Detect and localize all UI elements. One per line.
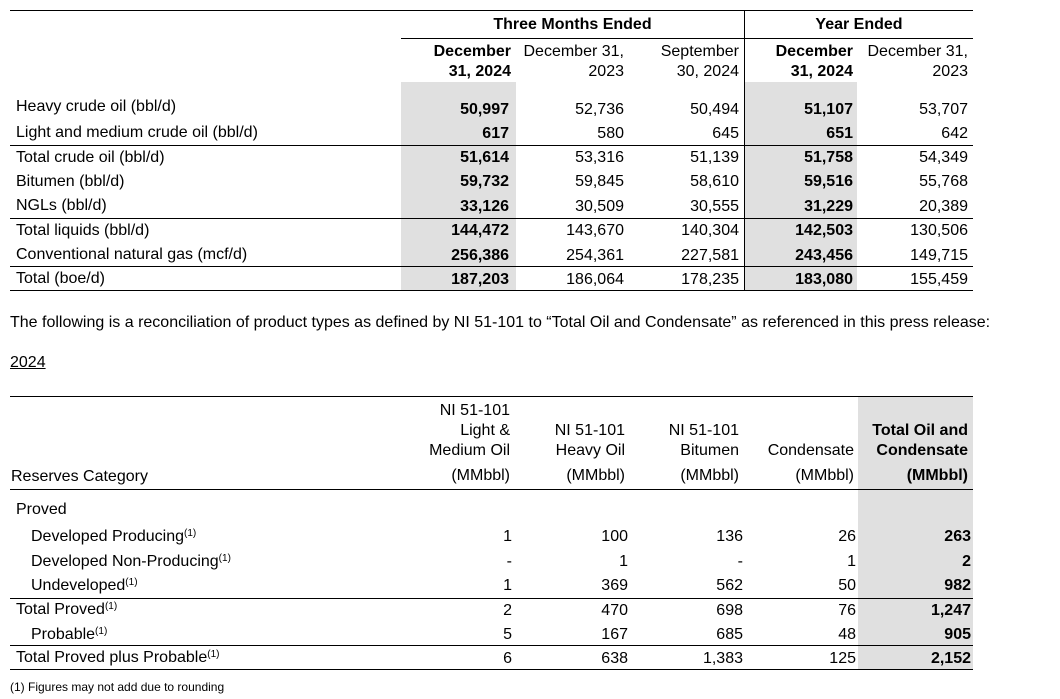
cell-value: 143,670 xyxy=(566,222,624,239)
cell-value: 51,107 xyxy=(804,101,853,118)
row-label-text: Total Proved xyxy=(16,601,105,618)
cell-value: 651 xyxy=(826,125,853,142)
table2-top-rule xyxy=(10,396,973,397)
cell-value: 1 xyxy=(619,553,628,570)
unit-label: (MMbbl) xyxy=(566,467,625,484)
cell-value: 100 xyxy=(601,528,628,545)
row-label xyxy=(31,553,231,571)
cell-value: 580 xyxy=(597,125,624,142)
column-header-line: Bitumen xyxy=(680,442,739,459)
footnote-marker: (1) xyxy=(125,577,138,588)
row-label-text: Total Proved plus Probable xyxy=(16,649,208,666)
table1-top-rule xyxy=(10,10,973,11)
column-header-line: NI 51-101 xyxy=(668,422,739,439)
cell-value: 617 xyxy=(482,125,509,142)
row-rule xyxy=(10,145,973,146)
column-header xyxy=(400,401,510,461)
year-heading: 2024 xyxy=(10,354,46,371)
cell-value: 167 xyxy=(601,626,628,643)
unit-label: (MMbbl) xyxy=(680,467,739,484)
cell-value: 1,247 xyxy=(930,602,971,619)
cell-value: 149,715 xyxy=(910,247,968,264)
header-rule xyxy=(10,489,973,490)
cell-value: 142,503 xyxy=(795,222,853,239)
row-label xyxy=(31,626,107,644)
cell-value: 51,614 xyxy=(460,149,509,166)
cell-value: 2 xyxy=(503,602,512,619)
row-label-text: Developed Non-Producing xyxy=(31,553,219,570)
row-rule xyxy=(10,218,973,219)
column-header xyxy=(635,421,739,461)
cell-value: - xyxy=(506,553,512,570)
cell-value: 905 xyxy=(944,626,971,643)
column-header-line: 30, 2024 xyxy=(676,63,739,80)
column-header-line: Total Oil and xyxy=(872,422,968,439)
cell-value: 31,229 xyxy=(804,198,853,215)
section-label-proved: Proved xyxy=(16,501,67,518)
column-header-line: Condensate xyxy=(767,442,854,459)
cell-value: 59,516 xyxy=(804,173,853,190)
column-header xyxy=(745,42,853,82)
cell-value: 685 xyxy=(716,626,743,643)
unit-label: (MMbbl) xyxy=(906,467,968,484)
column-header-line: December xyxy=(433,43,511,60)
reconciliation-paragraph: The following is a reconciliation of product types as defined by NI 51-101 to “Total Oil and Condensate” as referenced in this press release: xyxy=(10,314,991,331)
cell-value: 183,080 xyxy=(795,271,853,288)
group-header-three-months: Three Months Ended xyxy=(493,16,652,33)
footnote: (1) Figures may not add due to rounding xyxy=(10,680,225,694)
cell-value: 58,610 xyxy=(690,173,739,190)
cell-value: 5 xyxy=(503,626,512,643)
column-header-line: Medium Oil xyxy=(429,442,510,459)
row-label: Total (boe/d) xyxy=(16,270,105,287)
row-label-text: Undeveloped xyxy=(31,577,126,594)
cell-value: 48 xyxy=(838,626,856,643)
cell-value: 369 xyxy=(601,577,628,594)
three-months-rule xyxy=(401,38,744,39)
cell-value: 178,235 xyxy=(681,271,739,288)
column-header-line: 31, 2024 xyxy=(790,63,853,80)
cell-value: 50 xyxy=(838,577,856,594)
cell-value: 125 xyxy=(829,650,856,667)
row-label xyxy=(16,601,117,619)
cell-value: 2 xyxy=(962,553,971,570)
cell-value: 187,203 xyxy=(451,271,509,288)
cell-value: 698 xyxy=(716,602,743,619)
column-header-line: 31, 2024 xyxy=(448,63,511,80)
column-header-line: September xyxy=(660,43,739,60)
cell-value: 55,768 xyxy=(919,173,968,190)
footnote-marker: (1) xyxy=(207,649,220,660)
cell-value: 638 xyxy=(601,650,628,667)
cell-value: 51,758 xyxy=(804,149,853,166)
row-label: Light and medium crude oil (bbl/d) xyxy=(16,124,258,141)
column-header-line: 2023 xyxy=(932,63,968,80)
footnote-marker: (1) xyxy=(104,601,118,612)
column-header-line: Condensate xyxy=(876,442,968,459)
cell-value: 256,386 xyxy=(451,247,509,264)
column-header xyxy=(850,42,968,82)
footnote-marker: (1) xyxy=(95,626,108,637)
cell-value: 51,139 xyxy=(690,149,739,166)
category-header: Reserves Category xyxy=(11,468,148,485)
column-header-line: December 31, xyxy=(523,43,624,60)
cell-value: 263 xyxy=(944,528,971,545)
cell-value: 2,152 xyxy=(930,650,971,667)
table1-bottom-rule xyxy=(10,290,973,291)
cell-value: 144,472 xyxy=(451,222,509,239)
column-header-line: Light & xyxy=(460,422,510,439)
row-label xyxy=(31,577,138,595)
cell-value: 76 xyxy=(838,602,856,619)
unit-label: (MMbbl) xyxy=(451,467,510,484)
cell-value: 562 xyxy=(716,577,743,594)
cell-value: 1 xyxy=(503,577,512,594)
cell-value: 50,494 xyxy=(690,101,739,118)
column-header-line: 2023 xyxy=(588,63,624,80)
column-header xyxy=(858,421,968,461)
column-header xyxy=(401,42,511,82)
cell-value: 59,845 xyxy=(575,173,624,190)
year-rule xyxy=(745,38,973,39)
cell-value: - xyxy=(737,553,743,570)
row-label: Bitumen (bbl/d) xyxy=(16,173,125,190)
cell-value: 470 xyxy=(601,602,628,619)
cell-value: 155,459 xyxy=(910,271,968,288)
row-label xyxy=(31,528,196,546)
cell-value: 254,361 xyxy=(566,247,624,264)
row-label: Heavy crude oil (bbl/d) xyxy=(16,98,177,115)
cell-value: 1 xyxy=(847,553,856,570)
column-header xyxy=(520,421,625,461)
column-header-line: NI 51-101 xyxy=(439,402,510,419)
row-label-text: Developed Producing xyxy=(31,528,184,545)
cell-value: 243,456 xyxy=(795,247,853,264)
table2-bottom-rule xyxy=(10,669,973,670)
footnote-marker: (1) xyxy=(218,553,231,564)
cell-value: 186,064 xyxy=(566,271,624,288)
cell-value: 53,316 xyxy=(575,149,624,166)
row-rule xyxy=(10,645,973,646)
cell-value: 6 xyxy=(503,650,512,667)
row-rule xyxy=(10,266,973,267)
cell-value: 136 xyxy=(716,528,743,545)
cell-value: 227,581 xyxy=(681,247,739,264)
column-header-line: NI 51-101 xyxy=(554,422,625,439)
column-header xyxy=(745,441,854,461)
column-header-line: December xyxy=(775,43,853,60)
cell-value: 52,736 xyxy=(575,101,624,118)
cell-value: 642 xyxy=(941,125,968,142)
row-label: Total crude oil (bbl/d) xyxy=(16,149,165,166)
cell-value: 982 xyxy=(944,577,971,594)
cell-value: 33,126 xyxy=(460,198,509,215)
cell-value: 54,349 xyxy=(919,149,968,166)
column-header xyxy=(500,42,624,82)
cell-value: 20,389 xyxy=(919,198,968,215)
cell-value: 1,383 xyxy=(702,650,743,667)
group-header-year: Year Ended xyxy=(815,16,903,33)
row-rule xyxy=(10,598,973,599)
row-label-text: Probable xyxy=(31,626,96,643)
cell-value: 30,555 xyxy=(690,198,739,215)
cell-value: 26 xyxy=(838,528,856,545)
row-label: NGLs (bbl/d) xyxy=(16,197,107,214)
cell-value: 645 xyxy=(712,125,739,142)
cell-value: 30,509 xyxy=(575,198,624,215)
row-label: Total liquids (bbl/d) xyxy=(16,222,150,239)
cell-value: 59,732 xyxy=(460,173,509,190)
column-header-line: December 31, xyxy=(867,43,968,60)
cell-value: 50,997 xyxy=(460,101,509,118)
unit-label: (MMbbl) xyxy=(795,467,854,484)
row-label: Conventional natural gas (mcf/d) xyxy=(16,246,248,263)
cell-value: 130,506 xyxy=(910,222,968,239)
column-header xyxy=(630,42,739,82)
row-label xyxy=(16,649,219,667)
footnote-marker: (1) xyxy=(184,528,197,539)
cell-value: 1 xyxy=(503,528,512,545)
cell-value: 140,304 xyxy=(681,222,739,239)
cell-value: 53,707 xyxy=(919,101,968,118)
column-header-line: Heavy Oil xyxy=(555,442,625,459)
